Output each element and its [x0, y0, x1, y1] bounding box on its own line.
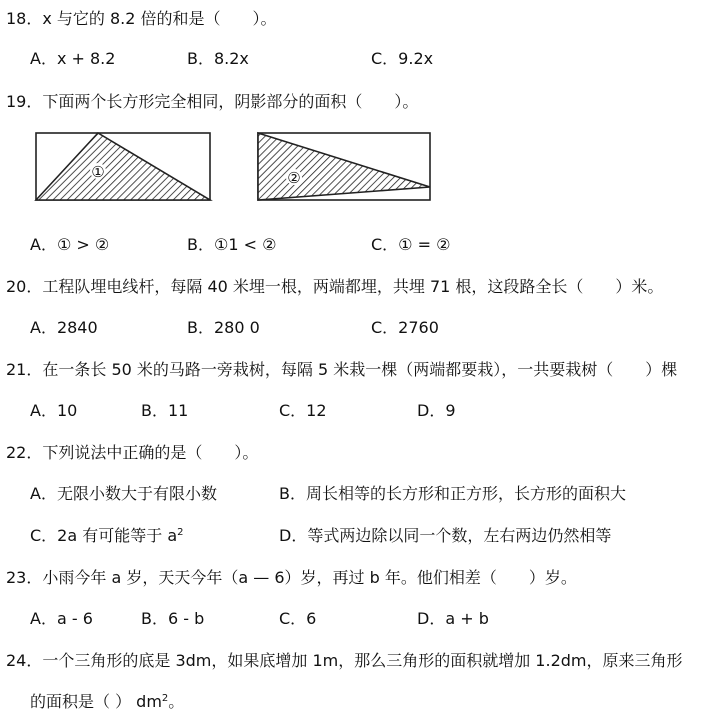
- question-22: 22．下列说法中正确的是（ ）。: [6, 443, 259, 462]
- question-24: 24．一个三角形的底是 3dm，如果底增加 1m，那么三角形的面积就增加 1.2dm，原来三角形: [6, 651, 683, 670]
- question-19: 19．下面两个长方形完全相同，阴影部分的面积（ ）。: [6, 92, 419, 111]
- q20-option-a[interactable]: A．2840: [30, 318, 98, 337]
- question-18: 18．x 与它的 8.2 倍的和是（ ）。: [6, 9, 277, 28]
- q19-option-b[interactable]: B．①1 < ②: [187, 235, 277, 254]
- q22-option-a[interactable]: A．无限小数大于有限小数: [30, 484, 217, 503]
- q23-option-a[interactable]: A．a - 6: [30, 609, 93, 628]
- q21-option-a[interactable]: A．10: [30, 401, 78, 420]
- question-20: 20．工程队埋电线杆，每隔 40 米埋一根，两端都埋，共埋 71 根，这段路全长（ ）米。: [6, 277, 664, 296]
- question-23: 23．小雨今年 a 岁，天天今年（a — 6）岁，再过 b 年。他们相差（ ）岁。: [6, 568, 577, 587]
- q18-option-b[interactable]: B．8.2x: [187, 49, 249, 68]
- label-1: ①: [91, 163, 105, 181]
- q19-option-a[interactable]: A．① > ②: [30, 235, 110, 254]
- q20-option-c[interactable]: C．2760: [371, 318, 439, 337]
- superscript-2: 2: [161, 693, 169, 704]
- superscript-2: 2: [177, 527, 184, 538]
- q21-option-b[interactable]: B．11: [141, 401, 189, 420]
- q21-option-d[interactable]: D．9: [417, 401, 456, 420]
- label-2: ②: [287, 169, 301, 187]
- figure-rectangles: [0, 125, 710, 215]
- rectangle-1: [36, 133, 210, 200]
- q22-option-b[interactable]: B．周长相等的长方形和正方形，长方形的面积大: [279, 484, 626, 503]
- q19-option-c[interactable]: C．① = ②: [371, 235, 451, 254]
- question-21: 21．在一条长 50 米的马路一旁栽树，每隔 5 米栽一棵（两端都要栽），一共要栽树（ ）棵: [6, 360, 678, 379]
- q22-option-c[interactable]: C．2a 有可能等于 $a^2$: [30, 526, 184, 545]
- q18-option-a[interactable]: A．x + 8.2: [30, 49, 116, 68]
- q23-option-b[interactable]: B．6 - b: [141, 609, 205, 628]
- q18-option-c[interactable]: C．9.2x: [371, 49, 434, 68]
- q22-option-d[interactable]: D．等式两边除以同一个数，左右两边仍然相等: [279, 526, 612, 545]
- q23-option-c[interactable]: C．6: [279, 609, 317, 628]
- q20-option-b[interactable]: B．280 0: [187, 318, 260, 337]
- question-24-continued: 的面积是（ ） $dm^2$。: [30, 692, 185, 711]
- rectangle-2: [258, 133, 430, 200]
- q23-option-d[interactable]: D．a + b: [417, 609, 489, 628]
- q21-option-c[interactable]: C．12: [279, 401, 327, 420]
